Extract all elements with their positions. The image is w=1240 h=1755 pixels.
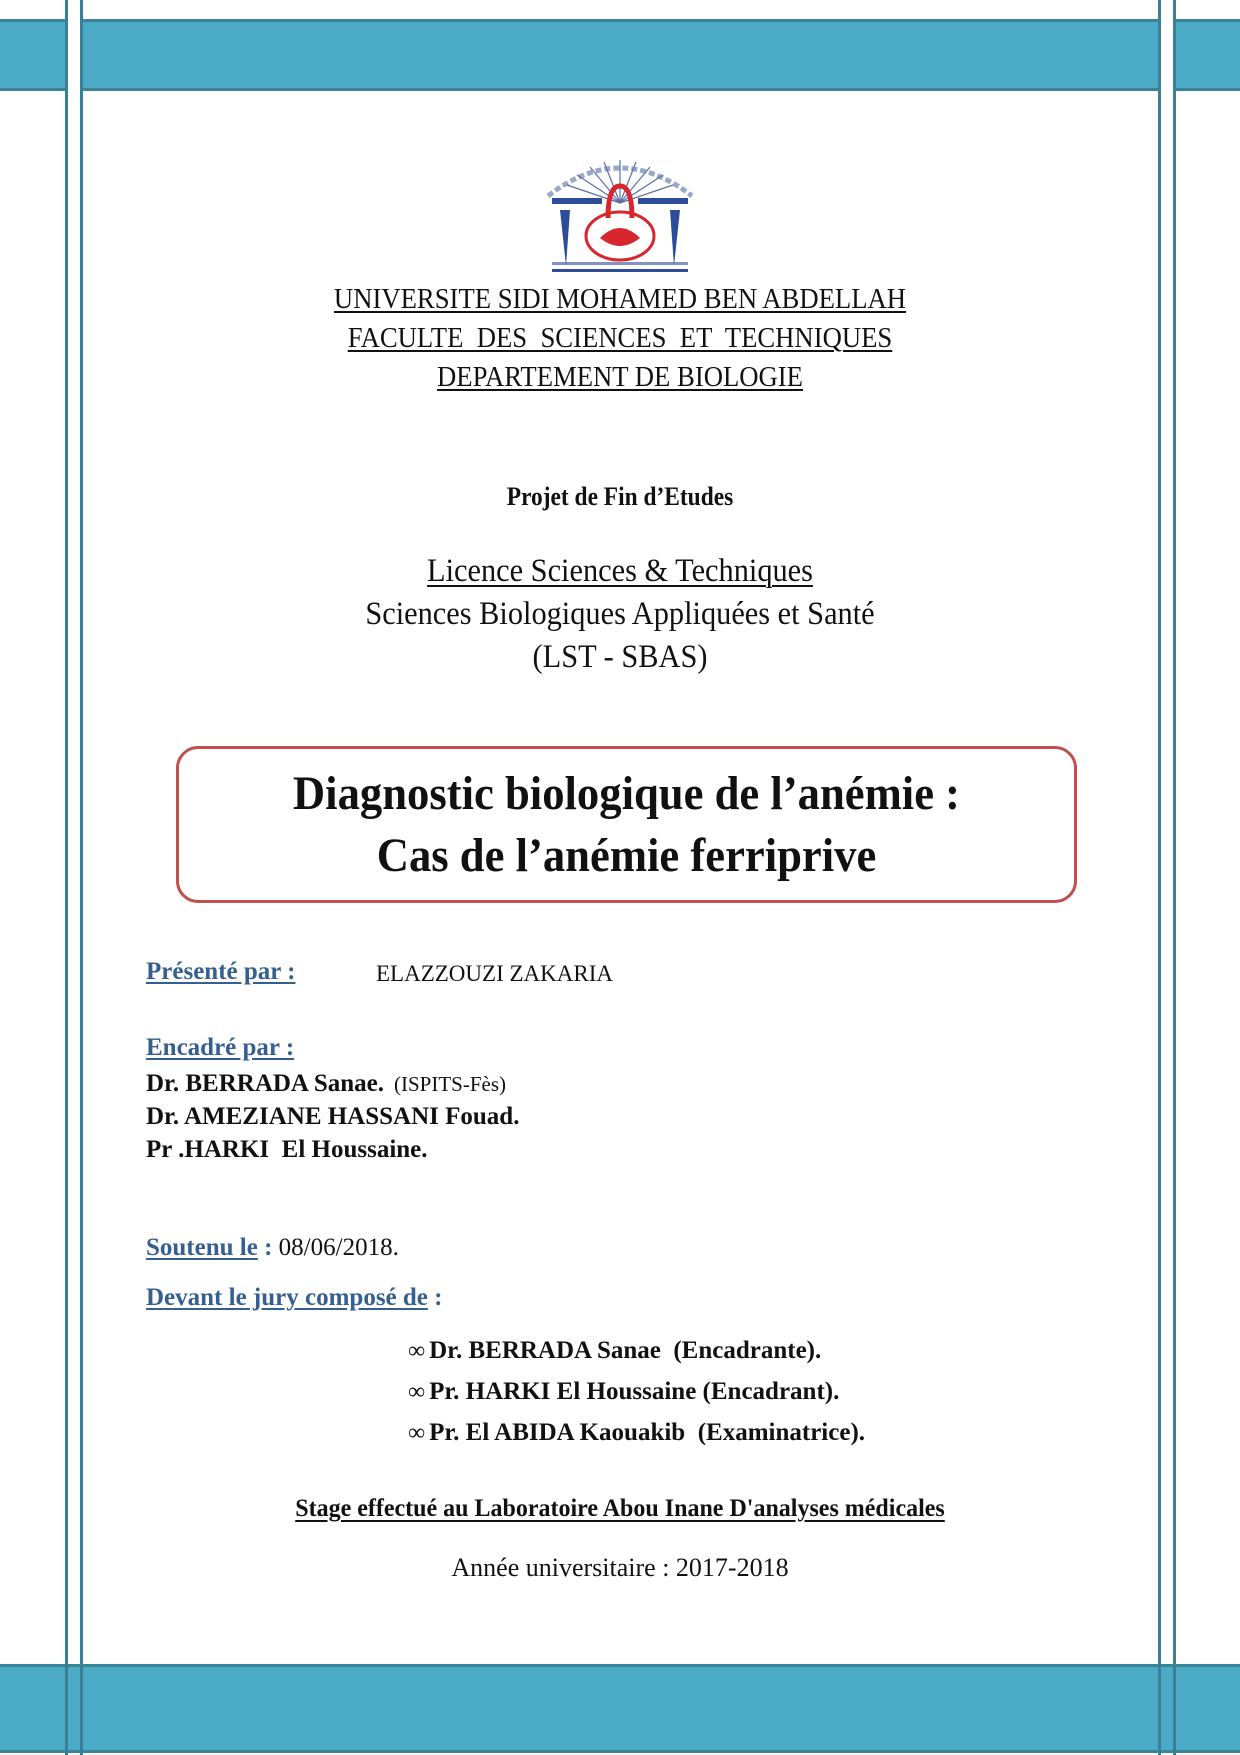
jury-label: Devant le jury composé de <box>146 1284 428 1311</box>
infinity-bullet-icon: ∞ <box>408 1379 426 1405</box>
department-name: DEPARTEMENT DE BIOLOGIE <box>437 361 803 393</box>
jury-member-name: Dr. BERRADA Sanae (Encadrante). <box>429 1337 822 1364</box>
infinity-bullet-icon: ∞ <box>408 1338 426 1364</box>
jury-heading <box>146 1284 442 1312</box>
supervisor-1 <box>146 1070 506 1098</box>
jury-member-name: Pr. El ABIDA Kaouakib (Examinatrice). <box>429 1419 866 1446</box>
jury-member-1 <box>408 1337 821 1365</box>
project-type: Projet de Fin d’Etudes <box>506 482 734 511</box>
defense-colon: : <box>257 1234 273 1261</box>
university-name: UNIVERSITE SIDI MOHAMED BEN ABDELLAH <box>333 283 907 315</box>
defense-date-row <box>146 1234 399 1262</box>
supervisor-2: Dr. AMEZIANE HASSANI Fouad. <box>146 1103 520 1130</box>
right-frame-line-outer <box>1173 0 1176 1755</box>
internship-location: Stage effectué au Laboratoire Abou Inane D'analyses médicales <box>295 1495 945 1522</box>
program-abbreviation: (LST - SBAS) <box>532 639 708 675</box>
jury-member-3 <box>408 1419 865 1447</box>
right-frame-gap <box>1161 19 1173 1664</box>
jury-member-name: Pr. HARKI El Houssaine (Encadrant). <box>429 1378 840 1405</box>
supervisor-name: Dr. BERRADA Sanae. <box>146 1070 385 1097</box>
university-emblem-icon <box>530 148 710 278</box>
defense-date: 08/06/2018. <box>272 1234 399 1261</box>
left-frame-line-inner <box>80 0 83 1755</box>
supervised-by-label: Encadré par : <box>146 1034 295 1061</box>
jury-colon: : <box>427 1284 443 1311</box>
thesis-title-box <box>176 746 1077 903</box>
right-frame-line-inner <box>1158 0 1161 1755</box>
left-frame-gap <box>67 19 80 1664</box>
program-name: Sciences Biologiques Appliquées et Santé <box>365 596 875 632</box>
defense-label: Soutenu le <box>146 1234 258 1261</box>
left-frame-line-outer <box>65 0 68 1755</box>
supervisor-affiliation: (ISPITS-Fès) <box>394 1072 507 1096</box>
academic-year: Année universitaire : 2017-2018 <box>451 1553 789 1582</box>
university-logo <box>530 148 710 278</box>
supervisor-3: Pr .HARKI El Houssaine. <box>146 1136 428 1163</box>
top-banner <box>0 19 1240 91</box>
thesis-title-line-1: Diagnostic biologique de l’anémie : <box>292 767 961 820</box>
degree-name: Licence Sciences & Techniques <box>427 553 813 589</box>
bottom-banner <box>0 1664 1240 1753</box>
jury-member-2 <box>408 1378 839 1406</box>
infinity-bullet-icon: ∞ <box>408 1420 426 1446</box>
presented-by-label: Présenté par : <box>146 958 296 985</box>
thesis-title-line-2: Cas de l’anémie ferriprive <box>376 829 877 882</box>
student-name: ELAZZOUZI ZAKARIA <box>376 961 613 986</box>
faculty-name: FACULTE DES SCIENCES ET TECHNIQUES <box>347 322 893 354</box>
